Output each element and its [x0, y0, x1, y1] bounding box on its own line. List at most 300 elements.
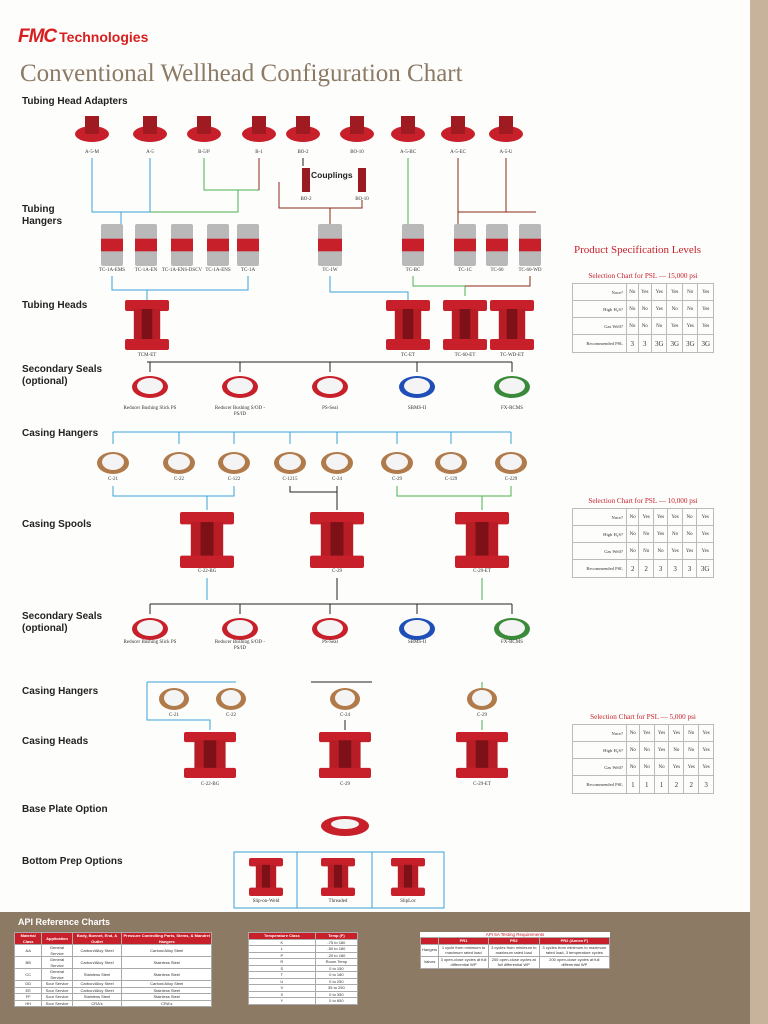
- psl-cell: Yes: [638, 284, 651, 301]
- casing-hanger2-1-inner: [221, 690, 241, 706]
- api-cell: T: [249, 972, 316, 979]
- adapter-0-neck: [85, 116, 99, 134]
- connector-a5ec: [458, 158, 536, 212]
- psl-cell: Yes: [698, 284, 714, 301]
- psl-cell: 1: [627, 776, 640, 794]
- seal2-label-3: SBMS-II: [407, 640, 427, 645]
- bottom-prep-label-0: Slip-on-Weld: [252, 899, 280, 904]
- tubing-head-0-flange-bottom: [125, 339, 169, 350]
- api-cell: FF: [15, 994, 42, 1001]
- api-header-cell: Temperature Class: [249, 933, 316, 940]
- casing-hanger1-label-5: C-29: [392, 477, 402, 482]
- psl-cell: 2: [639, 560, 653, 578]
- api-row: [421, 944, 610, 956]
- psl-cell: 3: [627, 335, 639, 353]
- psl-row-gas: [573, 543, 714, 560]
- api-testing-table: [420, 932, 610, 969]
- api-cell: 0 to 650: [315, 998, 357, 1005]
- psl-cell: 3: [682, 560, 696, 578]
- connector-spool-c: [397, 486, 511, 496]
- psl-cell: Yes: [651, 301, 667, 318]
- seal2-4-inner: [499, 620, 525, 636]
- api-temperature-table: [248, 932, 358, 1005]
- connector-tc60-head: [465, 276, 530, 286]
- psl-row-label: Nace?: [573, 509, 627, 526]
- psl-cell: No: [627, 526, 639, 543]
- adapter-label-7: A-5-EC: [450, 150, 466, 155]
- psl-chart-0: [572, 272, 714, 353]
- tubing-hanger-1-band: [135, 239, 157, 252]
- bottom-prep-label-2: SlipLoc: [400, 899, 416, 904]
- api-row: [15, 957, 212, 969]
- casing-hanger1-label-4: C-24: [332, 477, 342, 482]
- psl-cell: No: [639, 543, 653, 560]
- bottom-prep-1-bore: [334, 865, 342, 889]
- bottom-prep-0-bore: [262, 865, 270, 889]
- seal2-0-inner: [137, 620, 163, 636]
- api-row: [15, 969, 212, 981]
- api-cell: S: [249, 965, 316, 972]
- api-cell: General Service: [42, 945, 72, 957]
- api-cell: 3 cycles from minimum to maximum rated load, 3 temperature cycles: [539, 944, 609, 956]
- api-cell: -20 to 180: [315, 952, 357, 959]
- logo-mark: FMC: [18, 26, 57, 47]
- tubing-hanger-label-7: TC-1C: [458, 268, 472, 273]
- api-material-table: [14, 932, 212, 1007]
- section-tubing-heads: Tubing Heads: [22, 300, 88, 311]
- api-cell: P: [249, 952, 316, 959]
- connector-coupling: [279, 182, 362, 208]
- api-header-cell: Body, Bonnet, End, & Outlet: [72, 933, 122, 945]
- psl-cell: Yes: [639, 725, 654, 742]
- psl-cell: 3G: [697, 560, 714, 578]
- connector-tc1w-head: [330, 276, 408, 300]
- bottom-prep-2-flange-bottom: [391, 888, 425, 896]
- casing-hanger1-1-inner: [168, 454, 190, 470]
- casing-hanger1-label-7: C-229: [504, 477, 518, 482]
- psl-cell: No: [627, 725, 640, 742]
- adapter-label-8: A-5-U: [499, 150, 513, 155]
- seal1-3-inner: [404, 378, 430, 394]
- tubing-head-2-bore: [460, 309, 471, 340]
- psl-cell: Yes: [668, 543, 682, 560]
- api-cell: 3 open-close cycles at full differential WP: [440, 956, 487, 967]
- psl-row-gas: [573, 759, 714, 776]
- psl-cell: No: [627, 759, 640, 776]
- seal1-label-2: PS-Seal: [322, 406, 338, 411]
- adapter-label-1: A-5: [146, 150, 154, 155]
- psl-chart-2: [572, 713, 714, 794]
- adapter-label-2: B-5/P: [198, 150, 210, 155]
- seal1-4-inner: [499, 378, 525, 394]
- adapter-5-neck: [350, 116, 364, 134]
- api-row: [15, 945, 212, 957]
- psl-cell: No: [684, 725, 699, 742]
- casing-hanger1-2-inner: [223, 454, 245, 470]
- psl-cell: No: [639, 759, 654, 776]
- api-cell: Carbon/Alloy Steel: [72, 987, 122, 994]
- tubing-hanger-7-band: [454, 239, 476, 252]
- tubing-head-label-1: TC-ET: [400, 353, 416, 358]
- connector-spool-a: [113, 486, 234, 496]
- psl-cell: Yes: [653, 526, 667, 543]
- seal2-label-4: FX-RCMS: [501, 640, 523, 645]
- api-cell: U: [249, 978, 316, 985]
- base-plate-hole: [331, 819, 359, 829]
- api-cell: HH: [15, 1000, 42, 1007]
- api-cell: CRA's: [122, 1000, 212, 1007]
- casing-hanger2-label-3: C-29: [477, 713, 487, 718]
- api-cell: General Service: [42, 969, 72, 981]
- psl-cell: Yes: [682, 543, 696, 560]
- seal2-2-inner: [317, 620, 343, 636]
- tubing-hanger-label-1: TC-1A-EN: [134, 268, 158, 273]
- casing-hanger1-6-inner: [440, 454, 462, 470]
- api-cell: 0 to 350: [315, 991, 357, 998]
- psl-cell: Yes: [667, 284, 683, 301]
- casing-spool-2-flange-bottom: [455, 556, 509, 568]
- page-edge: [750, 0, 768, 1024]
- casing-head-1-bore: [339, 740, 351, 769]
- psl-cell: 3G: [651, 335, 667, 353]
- psl-cell: No: [669, 742, 684, 759]
- psl-cell: 2: [627, 560, 639, 578]
- tubing-hanger-6-band: [402, 239, 424, 252]
- psl-cell: Yes: [699, 742, 714, 759]
- casing-hanger1-5-inner: [386, 454, 408, 470]
- psl-cell: No: [668, 526, 682, 543]
- api-cell: AA: [15, 945, 42, 957]
- tubing-hanger-2-band: [171, 239, 193, 252]
- adapter-1-neck: [143, 116, 157, 134]
- api-cell: 200 open-close cycles at full differential WP: [488, 956, 539, 968]
- psl-cell: No: [654, 759, 669, 776]
- casing-head-label-2: C-29-ET: [473, 782, 491, 787]
- psl-cell: No: [651, 318, 667, 335]
- adapter-label-6: A-5-BC: [399, 150, 417, 155]
- psl-row-label: Nace?: [573, 284, 627, 301]
- tubing-head-2-flange-bottom: [443, 339, 487, 350]
- adapter-7-neck: [451, 116, 465, 134]
- tubing-hanger-label-2: TC-1A-ENS-DSCV: [161, 268, 203, 273]
- api-table-caption: API 6A Testing Requirements: [420, 932, 610, 937]
- casing-hanger2-0-inner: [164, 690, 184, 706]
- page-title: Conventional Wellhead Configuration Chart: [20, 60, 463, 87]
- api-header-cell: PR1: [439, 938, 489, 945]
- adapter-6-neck: [401, 116, 415, 134]
- psl-cell: Yes: [699, 759, 714, 776]
- psl-cell: Yes: [669, 725, 684, 742]
- psl-cell: Yes: [684, 759, 699, 776]
- api-cell: Carbon/Alloy Steel: [72, 957, 122, 969]
- section-tubing-head-adapters: Tubing Head Adapters: [22, 96, 128, 107]
- psl-cell: Yes: [697, 526, 714, 543]
- api-cell: DD: [15, 981, 42, 988]
- tubing-head-label-2: TC-60-ET: [454, 353, 476, 358]
- psl-cell: 2: [684, 776, 699, 794]
- casing-hanger1-label-2: C-122: [227, 477, 241, 482]
- psl-row-gas: [573, 318, 714, 335]
- psl-cell: No: [682, 301, 698, 318]
- api-cell: V: [249, 985, 316, 992]
- api-header-cell: Pressure Controlling Parts, Stems, & Mandrel Hangers: [123, 933, 210, 944]
- casing-hanger1-label-0: C-21: [108, 477, 118, 482]
- psl-cell: 3: [638, 335, 651, 353]
- casing-head-2-bore: [476, 740, 488, 769]
- section-tubing-hangers: Tubing Hangers: [22, 204, 63, 227]
- bottom-prep-1-flange-bottom: [321, 888, 355, 896]
- psl-row-h2s: [573, 526, 714, 543]
- adapter-label-4: BO-2: [297, 150, 309, 155]
- tubing-head-0-bore: [142, 309, 153, 340]
- seal2-1-inner: [227, 620, 253, 636]
- api-row: [249, 998, 358, 1005]
- seal2-3-inner: [404, 620, 430, 636]
- casing-hanger2-2-inner: [335, 690, 355, 706]
- api-cell: Sour Service: [42, 987, 72, 994]
- api-cell: R: [249, 959, 316, 966]
- tubing-hanger-3-band: [207, 239, 229, 252]
- api-cell: X: [249, 991, 316, 998]
- psl-cell: Yes: [667, 318, 683, 335]
- adapter-label-5: BO-10: [350, 150, 364, 155]
- psl-row-label: High H₂S?: [573, 526, 627, 543]
- psl-cell: Yes: [639, 509, 653, 526]
- tubing-head-label-3: TC-WD-ET: [499, 353, 525, 358]
- casing-hanger1-7-inner: [500, 454, 522, 470]
- psl-row-h2s: [573, 301, 714, 318]
- connector-tcbc-head: [413, 276, 465, 296]
- bottom-prep-2-bore: [404, 865, 412, 889]
- couplings-label: Couplings: [311, 170, 353, 180]
- api-header-cell: Temp (F): [315, 933, 357, 940]
- api-cell: Sour Service: [42, 994, 72, 1001]
- connector-adapters-green: [204, 158, 259, 190]
- api-cell: EE: [15, 987, 42, 994]
- psl-cell: Yes: [668, 509, 682, 526]
- casing-hanger1-label-6: C-129: [444, 477, 458, 482]
- psl-cell: 3: [668, 560, 682, 578]
- api-cell: Stainless Steel: [122, 969, 212, 981]
- tubing-hanger-label-6: TC-BC: [405, 268, 421, 273]
- api-cell: Room Temp: [315, 959, 357, 966]
- psl-heading: Product Specification Levels: [574, 244, 702, 256]
- tubing-hanger-label-3: TC-1A-ENS: [205, 268, 231, 273]
- psl-cell: Yes: [699, 725, 714, 742]
- psl-chart-caption: Selection Chart for PSL — 5,000 psi: [590, 713, 696, 721]
- psl-row-label: Recommended PSL: [573, 776, 627, 794]
- seal1-0-inner: [137, 378, 163, 394]
- casing-head-0-flange-bottom: [184, 768, 236, 778]
- adapter-label-3: B-1: [255, 150, 263, 155]
- casing-spool-label-1: C-29: [332, 569, 342, 574]
- psl-cell: Yes: [698, 318, 714, 335]
- casing-hanger2-label-1: C-22: [226, 713, 236, 718]
- psl-cell: Yes: [653, 509, 667, 526]
- tubing-head-1-flange-bottom: [386, 339, 430, 350]
- api-cell: Carbon/Alloy Steel: [122, 945, 212, 957]
- section-secondary-seals-2: Secondary Seals (optional): [22, 611, 103, 634]
- casing-spool-label-0: C-22-BG: [197, 569, 217, 574]
- api-cell: Stainless Steel: [122, 987, 212, 994]
- psl-row-label: Gas Well?: [573, 318, 627, 335]
- casing-hanger1-4-inner: [326, 454, 348, 470]
- connector-hangers-tcm: [112, 276, 248, 290]
- section-casing-spools: Casing Spools: [22, 519, 92, 530]
- api-cell: CC: [15, 969, 42, 981]
- api-cell: Stainless Steel: [72, 994, 122, 1001]
- psl-row-label: Nace?: [573, 725, 627, 742]
- section-casing-heads: Casing Heads: [22, 736, 89, 747]
- tubing-hanger-label-9: TC-60-WD: [518, 268, 542, 273]
- psl-row-label: High H₂S?: [573, 301, 627, 318]
- psl-cell: No: [684, 742, 699, 759]
- psl-cell: 1: [639, 776, 654, 794]
- section-casing-hangers-1: Casing Hangers: [22, 428, 99, 439]
- tubing-hanger-0-band: [101, 239, 123, 252]
- adapter-2-neck: [197, 116, 211, 134]
- psl-row-rec: [573, 776, 714, 794]
- psl-cell: No: [627, 543, 639, 560]
- tubing-hanger-9-band: [519, 239, 541, 252]
- adapter-label-0: A-5-M: [85, 150, 99, 155]
- psl-cell: No: [682, 509, 696, 526]
- psl-cell: 3: [653, 560, 667, 578]
- psl-cell: No: [639, 526, 653, 543]
- api-cell: -50 to 180: [315, 946, 357, 953]
- coupling-label-0: BO-2: [300, 197, 312, 202]
- api-cell: Stainless Steel: [122, 994, 212, 1001]
- api-cell: 35 to 250: [315, 985, 357, 992]
- coupling-0: [302, 168, 310, 192]
- api-cell: 200 open-close cycles at full differential WP: [539, 956, 609, 968]
- casing-spool-2-bore: [476, 522, 489, 557]
- psl-row-h2s: [573, 742, 714, 759]
- casing-hanger2-label-2: C-24: [340, 713, 350, 718]
- casing-head-label-0: C-22-BG: [200, 782, 220, 787]
- seal1-2-inner: [317, 378, 343, 394]
- api-cell: 3 cycles from minimum to maximum rated load: [488, 944, 539, 956]
- api-cell: Sour Service: [42, 981, 72, 988]
- api-header-cell: Application: [42, 933, 72, 945]
- adapter-4-neck: [296, 116, 310, 134]
- casing-head-1-flange-bottom: [319, 768, 371, 778]
- psl-cell: Yes: [669, 759, 684, 776]
- coupling-label-1: BO-10: [355, 197, 369, 202]
- api-cell: Sour Service: [42, 1000, 72, 1007]
- section-casing-hangers-2: Casing Hangers: [22, 686, 99, 697]
- api-cell: K: [249, 939, 316, 946]
- casing-spool-0-bore: [201, 522, 214, 557]
- psl-cell: Yes: [682, 318, 698, 335]
- psl-cell: No: [682, 284, 698, 301]
- tubing-head-3-flange-bottom: [490, 339, 534, 350]
- psl-cell: Yes: [698, 301, 714, 318]
- seal2-label-0: Reducer Bushing Slick PS: [123, 640, 177, 645]
- psl-row-label: Gas Well?: [573, 759, 627, 776]
- tubing-hanger-label-4: TC-1A: [240, 268, 256, 273]
- api-cell: 0 to 250: [315, 978, 357, 985]
- psl-row-nace: [573, 725, 714, 742]
- psl-cell: 3G: [682, 335, 698, 353]
- psl-table: [572, 724, 714, 794]
- seal2-label-1: Reducer Bushing S/OD - PS/ID: [214, 640, 266, 651]
- api-header-cell: Material Class: [15, 933, 42, 945]
- psl-row-rec: [573, 560, 714, 578]
- section-base-plate: Base Plate Option: [22, 804, 108, 815]
- connector-spool-b: [290, 486, 337, 492]
- api-row: [15, 1000, 212, 1007]
- tubing-hanger-4-band: [237, 239, 259, 252]
- api-cell: 0 to 180: [315, 972, 357, 979]
- psl-cell: Yes: [697, 509, 714, 526]
- casing-head-2-flange-bottom: [456, 768, 508, 778]
- section-secondary-seals-1: Secondary Seals (optional): [22, 364, 103, 387]
- api-cell: CRA's: [72, 1000, 122, 1007]
- psl-cell: 3: [699, 776, 714, 794]
- api-cell: Carbon/Alloy Steel: [122, 981, 212, 988]
- bottom-prep-label-1: Threaded: [328, 899, 348, 904]
- psl-cell: No: [638, 318, 651, 335]
- api-cell: 1 cycle from minimum to maximum rated load: [439, 944, 489, 956]
- adapter-3-neck: [252, 116, 266, 134]
- psl-cell: No: [653, 543, 667, 560]
- tubing-head-1-bore: [403, 309, 414, 340]
- seal1-label-3: SBMS-II: [407, 406, 427, 411]
- connector-adapters-blue: [92, 158, 150, 212]
- psl-row-label: Recommended PSL: [573, 335, 627, 353]
- psl-cell: 2: [669, 776, 684, 794]
- api-cell: General Service: [42, 957, 72, 969]
- logo-text: Technologies: [59, 29, 149, 45]
- psl-chart-caption: Selection Chart for PSL — 10,000 psi: [588, 497, 698, 505]
- psl-cell: No: [638, 301, 651, 318]
- tubing-hanger-label-5: TC-1W: [322, 268, 338, 273]
- bottom-prep-0-flange-bottom: [249, 888, 283, 896]
- psl-cell: No: [639, 742, 654, 759]
- tubing-hanger-8-band: [486, 239, 508, 252]
- psl-cell: No: [627, 509, 639, 526]
- psl-chart-1: [572, 497, 714, 578]
- psl-cell: 1: [654, 776, 669, 794]
- psl-cell: Yes: [697, 543, 714, 560]
- psl-cell: No: [682, 526, 696, 543]
- tubing-hanger-5-band: [318, 239, 342, 252]
- api-title: API Reference Charts: [18, 917, 111, 927]
- psl-row-rec: [573, 335, 714, 353]
- casing-hanger2-3-inner: [472, 690, 492, 706]
- casing-hanger2-label-0: C-21: [169, 713, 179, 718]
- psl-row-label: Recommended PSL: [573, 560, 627, 578]
- psl-chart-caption: Selection Chart for PSL — 15,000 psi: [588, 272, 698, 280]
- seal1-label-4: FX-RCMS: [501, 406, 523, 411]
- psl-cell: Yes: [654, 742, 669, 759]
- seal1-1-inner: [227, 378, 253, 394]
- api-row: [421, 956, 610, 968]
- psl-cell: No: [627, 301, 639, 318]
- psl-cell: 3G: [698, 335, 714, 353]
- casing-spool-1-bore: [331, 522, 344, 557]
- tubing-hanger-label-0: TC-1A-EMS: [98, 268, 126, 273]
- api-cell: Stainless Steel: [72, 969, 122, 981]
- seal1-label-0: Reducer Bushing Slick PS: [123, 406, 177, 411]
- api-cell: BB: [15, 957, 42, 969]
- casing-spool-label-2: C-29-ET: [473, 569, 491, 574]
- tubing-head-3-bore: [507, 309, 518, 340]
- api-cell: 0 to 150: [315, 965, 357, 972]
- casing-hanger1-0-inner: [102, 454, 124, 470]
- psl-cell: Yes: [651, 284, 667, 301]
